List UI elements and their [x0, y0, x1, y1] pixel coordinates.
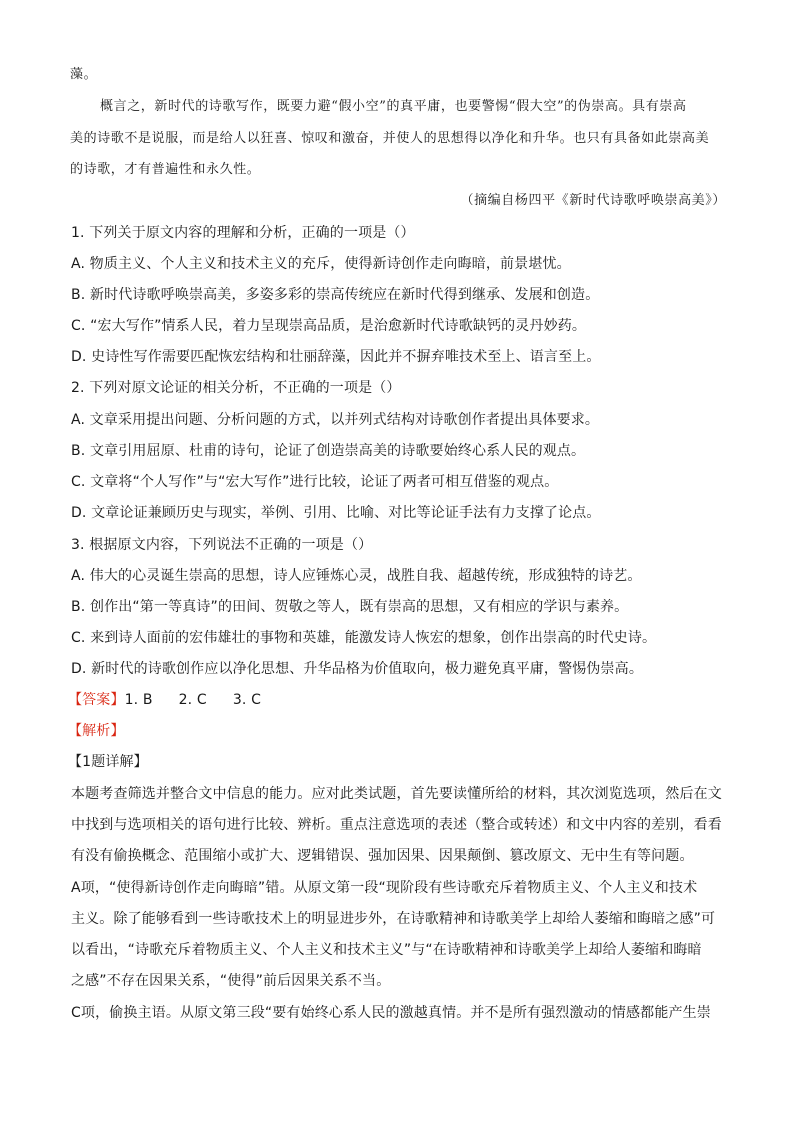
question-1-option-a: A. 物质主义、个人主义和技术主义的充斥，使得新诗创作走向晦暗，前景堪忧。 [71, 256, 571, 272]
question-2-option-b: B. 文章引用屈原、杜甫的诗句，论证了创造崇高美的诗歌要始终心系人民的观点。 [71, 443, 586, 459]
analysis-line-8: C项，偷换主语。从原文第三段“要有始终心系人民的激越真情。并不是所有强烈激动的情感都能产生崇 [71, 1005, 711, 1021]
passage-paragraph-line-1: 概言之，新时代的诗歌写作，既要力避“假小空”的真平庸，也要警惕“假大空”的伪崇高。具有崇高 [100, 99, 687, 114]
analysis-line-2: 中找到与选项相关的语句进行比较、辨析。重点注意选项的表述（整合或转述）和文中内容的差别，看看 [71, 817, 722, 833]
question-2-option-a: A. 文章采用提出问题、分析问题的方式，以并列式结构对诗歌创作者提出具体要求。 [71, 412, 600, 428]
question-1-option-d: D. 史诗性写作需要匹配恢宏结构和壮丽辞藻，因此并不摒弃唯技术至上、语言至上。 [71, 349, 601, 365]
answer-label: 【答案】 [68, 692, 125, 708]
question-3-option-b: B. 创作出“第一等真诗”的田间、贺敬之等人，既有崇高的思想，又有相应的学识与素养。 [71, 599, 629, 615]
answer-3: 3. C [232, 692, 261, 708]
passage-line-0: 藻。 [70, 67, 98, 82]
passage-source: （摘编自杨四平《新时代诗歌呼唤崇高美》） [460, 193, 726, 208]
answer-line [68, 690, 261, 710]
analysis-line-3: 有没有偷换概念、范围缩小或扩大、逻辑错误、强加因果、因果颠倒、篡改原文、无中生有等问题。 [71, 848, 694, 864]
analysis-line-1: 本题考查筛选并整合文中信息的能力。应对此类试题，首先要读懂所给的材料，其次浏览选项，然后在文 [71, 786, 722, 802]
question-3-option-a: A. 伟大的心灵诞生崇高的思想，诗人应锤炼心灵，战胜自我、超越传统，形成独特的诗艺。 [71, 568, 642, 584]
analysis-line-6: 以看出，“诗歌充斥着物质主义、个人主义和技术主义”与“在诗歌精神和诗歌美学上却给人萎缩和晦暗 [71, 942, 702, 958]
detail-1-label: 【1题详解】 [68, 754, 148, 770]
analysis-line-5: 主义。除了能够看到一些诗歌技术上的明显进步外，在诗歌精神和诗歌美学上却给人萎缩和晦暗之感”可 [71, 911, 716, 927]
question-3-option-c: C. 来到诗人面前的宏伟雄壮的事物和英雄，能激发诗人恢宏的想象，创作出崇高的时代史诗。 [71, 630, 657, 646]
question-1-option-b: B. 新时代诗歌呼唤崇高美，多姿多彩的崇高传统应在新时代得到继承、发展和创造。 [71, 287, 600, 303]
passage-paragraph-line-2: 美的诗歌不是说服，而是给人以狂喜、惊叹和激奋，并使人的思想得以净化和升华。也只有具备如此崇高美 [70, 131, 710, 146]
passage-paragraph-line-3: 的诗歌，才有普遍性和永久性。 [70, 162, 261, 177]
answer-2: 2. C [178, 692, 207, 708]
question-3-stem: 3. 根据原文内容，下列说法不正确的一项是（） [71, 537, 373, 553]
analysis-label: 【解析】 [68, 723, 125, 739]
question-2-option-d: D. 文章论证兼顾历史与现实，举例、引用、比喻、对比等论证手法有力支撑了论点。 [71, 505, 601, 521]
analysis-line-4: A项，“使得新诗创作走向晦暗”错。从原文第一段“现阶段有些诗歌充斥着物质主义、个人主义和技术 [71, 880, 698, 896]
question-3-option-d: D. 新时代的诗歌创作应以净化思想、升华品格为价值取向，极力避免真平庸，警惕伪崇高。 [71, 661, 643, 677]
analysis-line-7: 之感”不存在因果关系，“使得”前后因果关系不当。 [71, 973, 391, 989]
question-1-option-c: C. “宏大写作”情系人民，着力呈现崇高品质，是治愈新时代诗歌缺钙的灵丹妙药。 [71, 318, 587, 334]
question-1-stem: 1. 下列关于原文内容的理解和分析，正确的一项是（） [71, 225, 415, 241]
answer-1: 1. B [124, 692, 153, 708]
question-2-option-c: C. 文章将“个人写作”与“宏大写作”进行比较，论证了两者可相互借鉴的观点。 [71, 474, 559, 490]
question-2-stem: 2. 下列对原文论证的相关分析，不正确的一项是（） [71, 380, 401, 396]
